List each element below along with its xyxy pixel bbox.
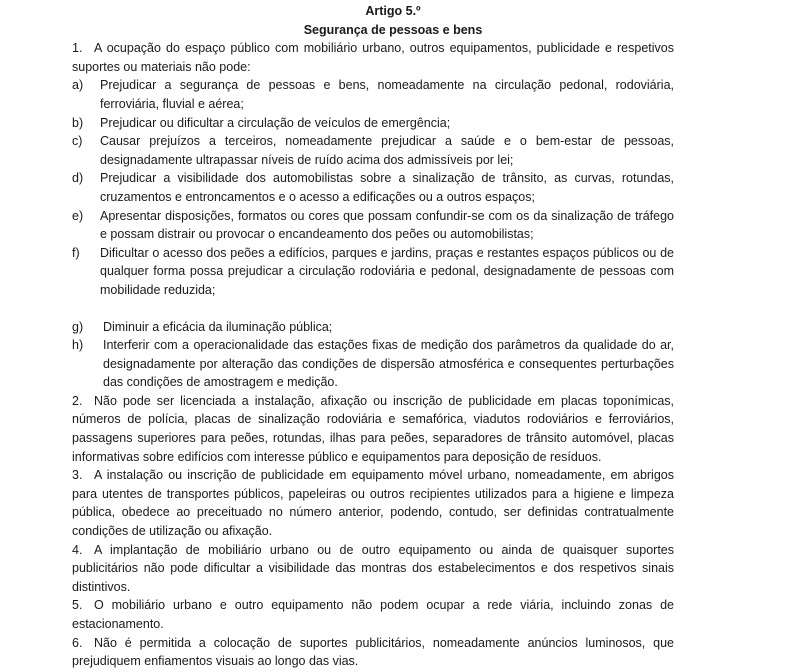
list-item-text: Causar prejuízos a terceiros, nomeadamente prejudicar a saúde e o bem-estar de pessoas, designadamente ultrapassar níveis de ruído acima dos admissíveis por lei; (100, 134, 674, 167)
paragraph-text: A implantação de mobiliário urbano ou de outro equipamento ou ainda de quaisquer suportes publicitários não pode dificultar a visibilidade das montras dos estabelecimentos e dos respetivos sinais distintivos. (72, 542, 674, 594)
paragraph-number: 3. (72, 468, 83, 483)
list-item-f (72, 244, 674, 300)
list-item-c (72, 132, 674, 169)
paragraph-number: 6. (72, 635, 83, 650)
paragraph-text: Não pode ser licenciada a instalação, afixação ou inscrição de publicidade em placas toponímicas, números de polícia, placas de sinalização rodoviária e semafórica, viadutos rodoviários e ferroviários, passagens superiores para peões, rotundas, ilhas para peões, separadores de trânsito automóvel, placas informativas sobre edifícios com interesse público e equipamentos para deposição de resíduos. (72, 393, 674, 464)
paragraph-text: A ocupação do espaço público com mobiliário urbano, outros equipamentos, publicidade e respetivos suportes ou materiais não pode: (72, 41, 674, 74)
list-item-label: g) (72, 319, 84, 334)
paragraph-text: Não é permitida a colocação de suportes publicitários, nomeadamente anúncios luminosos, que prejudiquem enfiamentos visuais ao longo das vias. (72, 635, 674, 669)
paragraph-2 (72, 392, 674, 466)
list-item-text: Diminuir a eficácia da iluminação pública; (103, 319, 333, 334)
paragraph-3 (72, 466, 674, 540)
list-item-text: Apresentar disposições, formatos ou cores que possam confundir-se com os da sinalização de tráfego e possam distrair ou provocar o encandeamento dos peões ou automobilistas; (100, 208, 674, 242)
list-item-label: h) (72, 338, 84, 353)
paragraph-number: 1. (72, 41, 83, 56)
list-item-text: Prejudicar ou dificultar a circulação de veículos de emergência; (100, 115, 451, 130)
list-item-text: Prejudicar a visibilidade dos automobilistas sobre a sinalização de trânsito, as curvas, rotundas, cruzamentos e entroncamentos e o acesso a edificações ou a outros espaços; (100, 171, 674, 204)
list-item-h (72, 336, 674, 392)
list-item-label: d) (72, 171, 84, 186)
paragraph-number: 4. (72, 542, 83, 557)
blank-line (72, 300, 674, 318)
paragraph-text: O mobiliário urbano e outro equipamento não podem ocupar a rede viária, incluindo zonas de estacionamento. (72, 598, 674, 631)
article-number: Artigo 5.º (365, 4, 421, 18)
list-item-e (72, 207, 674, 244)
paragraph-6 (72, 634, 674, 671)
list-item-d (72, 169, 674, 206)
paragraph-1 (72, 39, 674, 76)
list-item-b (72, 114, 674, 133)
paragraph-4 (72, 541, 674, 597)
paragraph-number: 5. (72, 598, 83, 613)
list-item-label: e) (72, 208, 84, 223)
list-item-label: c) (72, 134, 83, 149)
paragraph-text: A instalação ou inscrição de publicidade em equipamento móvel urbano, nomeadamente, em abrigos para utentes de transportes públicos, papeleiras ou outros recipientes utilizados para a higiene e limpeza pública, obedece ao preceituado no número anterior, podendo, contudo, ser definidas contratualmente condições de utilização ou afixação. (72, 468, 674, 539)
list-item-text: Prejudicar a segurança de pessoas e bens, nomeadamente na circulação pedonal, rodoviária, ferroviária, fluvial e aérea; (100, 78, 674, 111)
paragraph-5 (72, 596, 674, 633)
list-item-a (72, 76, 674, 113)
list-item-g (72, 318, 674, 337)
article-heading: Segurança de pessoas e bens (303, 22, 483, 37)
list-item-label: b) (72, 115, 84, 130)
list-item-label: f) (72, 245, 80, 260)
list-item-text: Dificultar o acesso dos peões a edifícios, parques e jardins, praças e restantes espaços públicos ou de qualquer forma possa prejudicar a circulação rodoviária e pedonal, designadamente de pessoas com mobilidade reduzida; (100, 245, 674, 297)
list-item-text: Interferir com a operacionalidade das estações fixas de medição dos parâmetros da qualidade do ar, designadamente por alteração das condições de dispersão atmosférica e consequentes perturbações das condições de amostragem e medição. (103, 338, 674, 390)
list-item-label: a) (72, 78, 84, 93)
paragraph-number: 2. (72, 393, 83, 408)
